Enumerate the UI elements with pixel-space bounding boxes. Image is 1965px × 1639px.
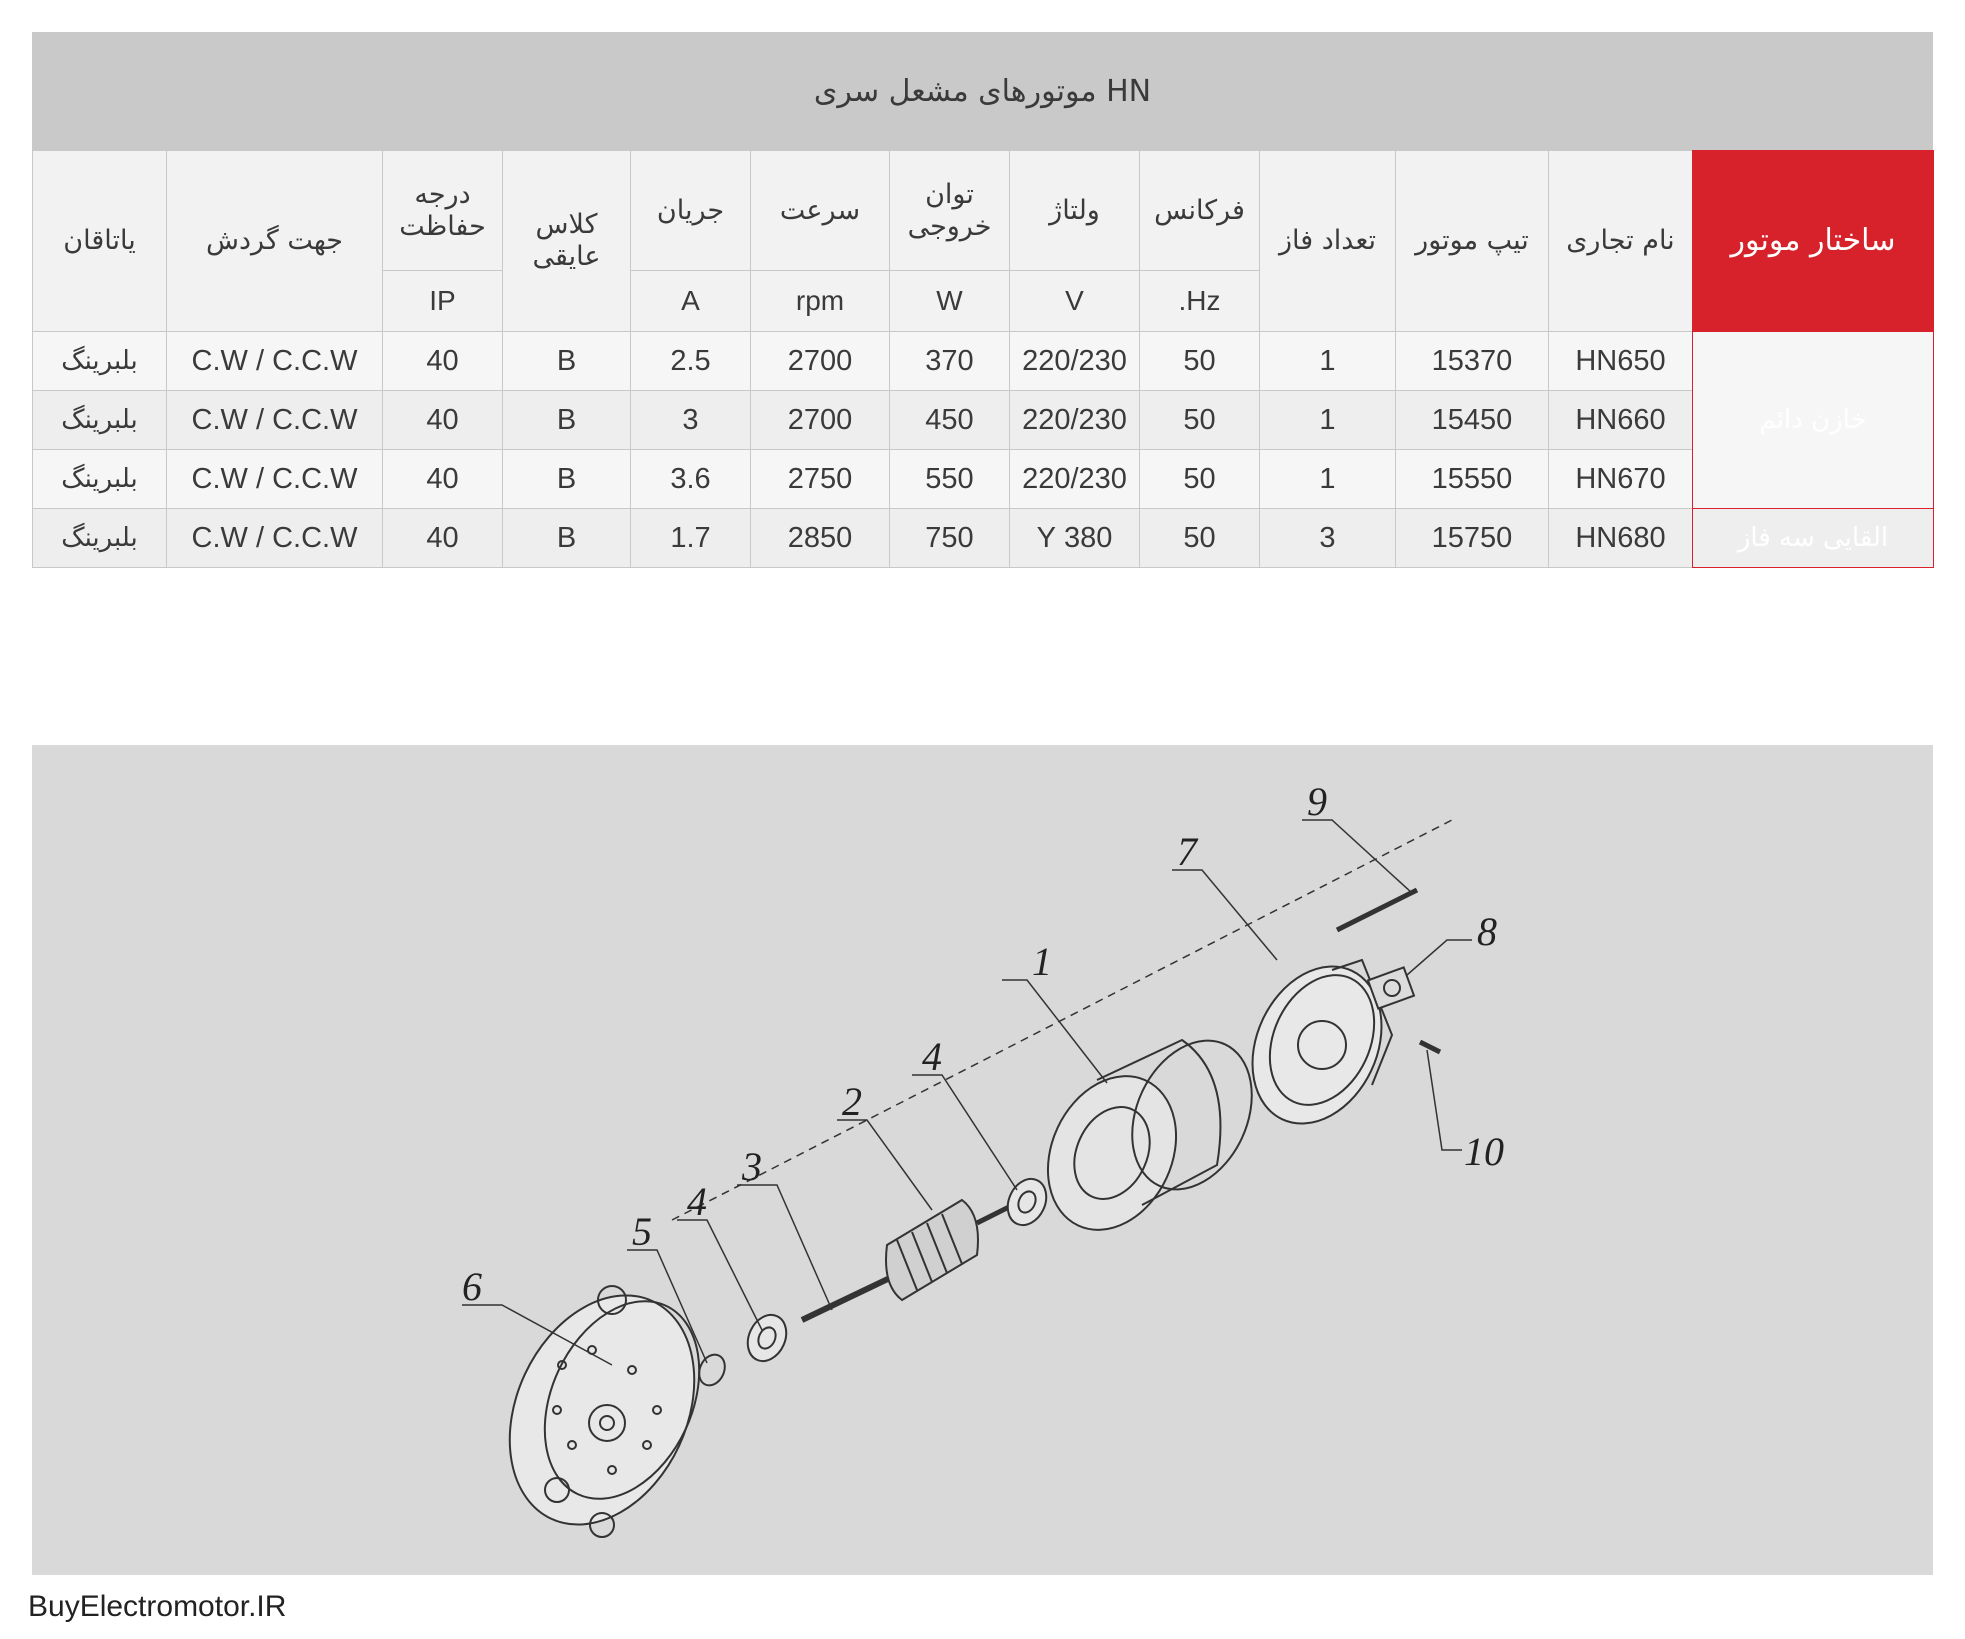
cell-insulation: B: [503, 509, 631, 568]
cell-power: 370: [890, 332, 1010, 391]
unit-power: W: [890, 271, 1010, 332]
unit-current: A: [631, 271, 751, 332]
cell-phases: 1: [1260, 450, 1396, 509]
cell-voltage: 220/230: [1010, 450, 1140, 509]
cell-phases: 1: [1260, 391, 1396, 450]
header-bearing: یاتاقان: [33, 151, 167, 332]
cell-frequency: 50: [1140, 450, 1260, 509]
bearing-left-part-4: [741, 1309, 794, 1368]
rotor-part-2: [886, 1200, 1017, 1300]
cell-voltage: 380 Y: [1010, 509, 1140, 568]
header-phases: تعداد فاز: [1260, 151, 1396, 332]
cell-rotation: C.W / C.C.W: [167, 391, 383, 450]
cell-frequency: 50: [1140, 332, 1260, 391]
callout-7: 7: [1177, 829, 1197, 874]
cell-protection: 40: [383, 509, 503, 568]
table-row: [33, 391, 1934, 450]
callout-4-right: 4: [922, 1034, 942, 1079]
callout-4-left: 4: [687, 1179, 707, 1224]
screw-part-10: [1420, 1042, 1440, 1052]
motor-spec-table: [32, 150, 1934, 568]
cell-voltage: 220/230: [1010, 391, 1140, 450]
unit-speed: rpm: [751, 271, 890, 332]
cell-rotation: C.W / C.C.W: [167, 450, 383, 509]
cell-current: 2.5: [631, 332, 751, 391]
exploded-motor-diagram: [32, 745, 1933, 1575]
header-protection: درجه حفاظت: [383, 151, 503, 271]
cell-rotation: C.W / C.C.W: [167, 332, 383, 391]
cell-trade-name: HN680: [1549, 509, 1693, 568]
cell-speed: 2700: [751, 391, 890, 450]
cell-frequency: 50: [1140, 509, 1260, 568]
bearing-right-part-4: [1001, 1173, 1054, 1232]
cell-trade-name: HN650: [1549, 332, 1693, 391]
header-motor-type: تیپ موتور: [1396, 151, 1549, 332]
cell-frequency: 50: [1140, 391, 1260, 450]
cell-current: 1.7: [631, 509, 751, 568]
unit-frequency: Hz.: [1140, 271, 1260, 332]
cell-protection: 40: [383, 450, 503, 509]
header-frequency: فرکانس: [1140, 151, 1260, 271]
exploded-diagram-panel: [32, 745, 1933, 1575]
cell-motor-type: 15450: [1396, 391, 1549, 450]
callout-3: 3: [742, 1144, 762, 1189]
cell-voltage: 220/230: [1010, 332, 1140, 391]
cell-trade-name: HN670: [1549, 450, 1693, 509]
cell-power: 750: [890, 509, 1010, 568]
cell-power: 450: [890, 391, 1010, 450]
table-row: [33, 509, 1934, 568]
stator-part-1: [1024, 1021, 1275, 1251]
callout-8: 8: [1477, 909, 1497, 954]
cell-protection: 40: [383, 332, 503, 391]
cell-protection: 40: [383, 391, 503, 450]
cell-insulation: B: [503, 450, 631, 509]
cell-current: 3: [631, 391, 751, 450]
table-row: [33, 450, 1934, 509]
cell-insulation: B: [503, 332, 631, 391]
callout-10: 10: [1464, 1129, 1504, 1174]
cell-motor-type: 15750: [1396, 509, 1549, 568]
footer-brand: BuyElectromotor.IR: [28, 1590, 287, 1623]
callout-5: 5: [632, 1209, 652, 1254]
unit-voltage: V: [1010, 271, 1140, 332]
cell-rotation: C.W / C.C.W: [167, 509, 383, 568]
header-current: جریان: [631, 151, 751, 271]
cell-insulation: B: [503, 391, 631, 450]
cell-phases: 1: [1260, 332, 1396, 391]
callout-9: 9: [1307, 779, 1327, 824]
table-row: [33, 332, 1934, 391]
header-insulation: کلاس عایقی: [503, 151, 631, 332]
shaft-part-3: [802, 1277, 892, 1320]
header-voltage: ولتاژ: [1010, 151, 1140, 271]
callout-1: 1: [1032, 939, 1052, 984]
cell-speed: 2850: [751, 509, 890, 568]
header-power: توان خروجی: [890, 151, 1010, 271]
callout-2: 2: [842, 1079, 862, 1124]
cell-current: 3.6: [631, 450, 751, 509]
structure-capacitor: خازن دائم: [1693, 332, 1934, 509]
header-trade-name: نام تجاری: [1549, 151, 1693, 332]
bolt-part-9: [1337, 890, 1417, 930]
header-speed: سرعت: [751, 151, 890, 271]
unit-protection: IP: [383, 271, 503, 332]
cell-bearing: بلبرینگ: [33, 332, 167, 391]
header-structure: ساختار موتور: [1693, 151, 1934, 332]
cell-motor-type: 15370: [1396, 332, 1549, 391]
callout-6: 6: [462, 1264, 482, 1309]
end-cover-part-6: [474, 1265, 730, 1554]
cell-power: 550: [890, 450, 1010, 509]
cell-bearing: بلبرینگ: [33, 450, 167, 509]
cell-speed: 2700: [751, 332, 890, 391]
cell-motor-type: 15550: [1396, 450, 1549, 509]
header-rotation: جهت گردش: [167, 151, 383, 332]
cell-bearing: بلبرینگ: [33, 391, 167, 450]
cell-bearing: بلبرینگ: [33, 509, 167, 568]
cell-trade-name: HN660: [1549, 391, 1693, 450]
table-title: موتورهای مشعل سری HN: [32, 32, 1933, 150]
cell-speed: 2750: [751, 450, 890, 509]
cell-phases: 3: [1260, 509, 1396, 568]
structure-three-phase: القایی سه فاز: [1693, 509, 1934, 568]
